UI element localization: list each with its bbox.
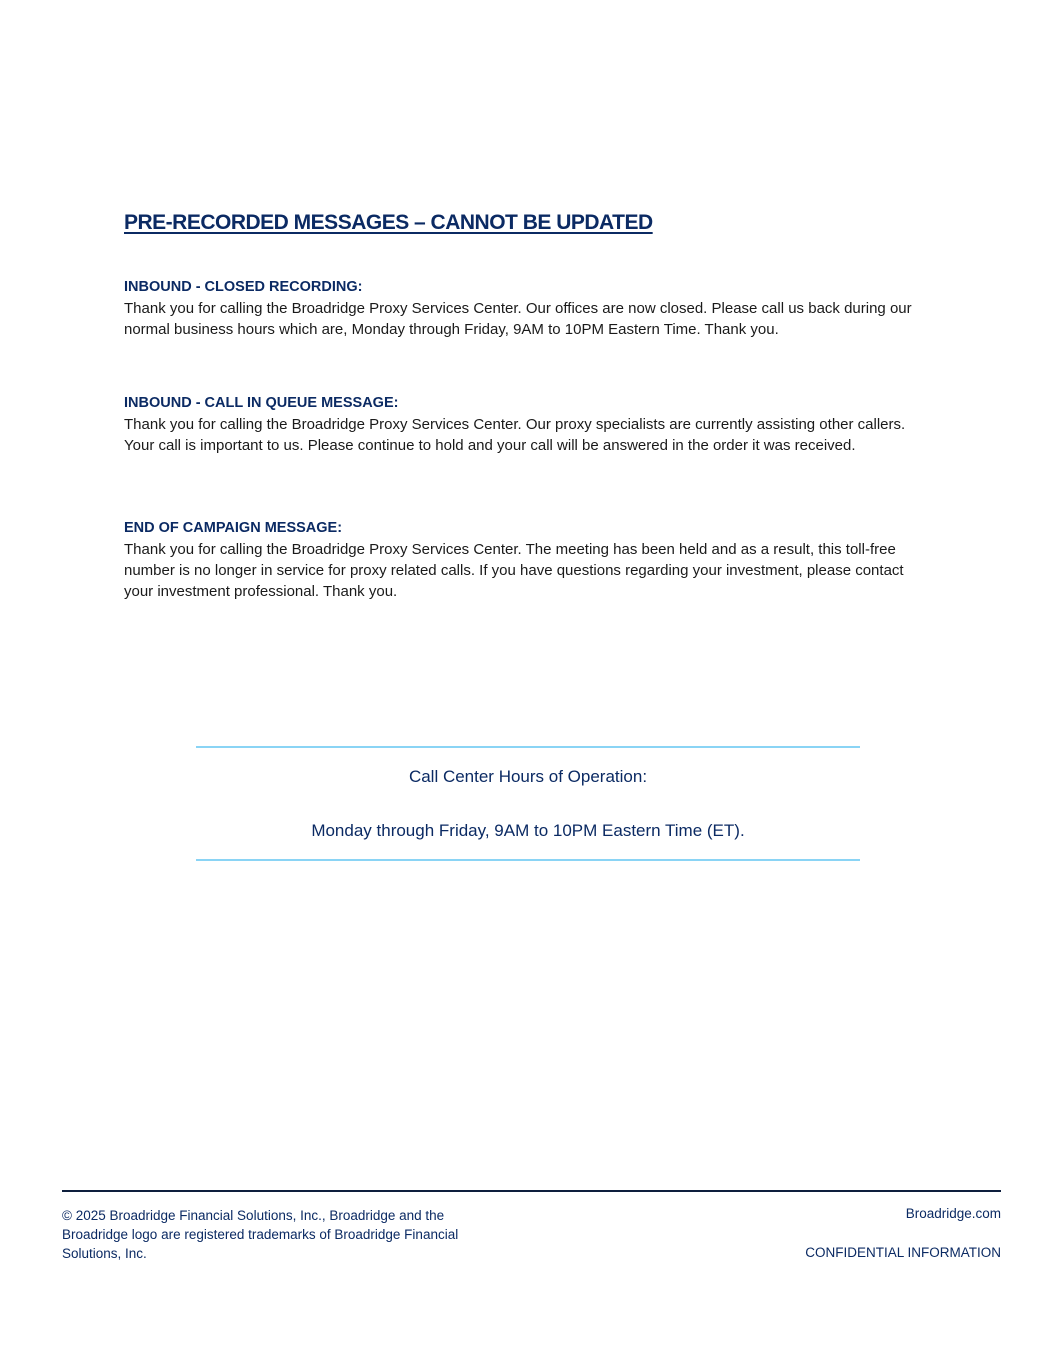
page-title: PRE-RECORDED MESSAGES – CANNOT BE UPDATED bbox=[124, 211, 653, 234]
hours-title: Call Center Hours of Operation: bbox=[408, 767, 648, 786]
message-heading: INBOUND - CLOSED RECORDING: bbox=[124, 279, 363, 295]
message-body: Thank you for calling the Broadridge Proxy Services Center. Our offices are now closed. Please call us back during our normal business hours which are, Monday through Friday, 9AM to 10PM Eastern Time. Thank you. bbox=[124, 300, 912, 338]
footer-copyright: © 2025 Broadridge Financial Solutions, Inc., Broadridge and the Broadridge logo are registered trademarks of Broadridge Financial Solutions, Inc. bbox=[62, 1208, 459, 1261]
message-body: Thank you for calling the Broadridge Proxy Services Center. Our proxy specialists are currently assisting other callers. Your call is important to us. Please continue to hold and your call will be answered in the order it was received. bbox=[124, 416, 906, 454]
hours-divider-top bbox=[196, 746, 860, 748]
message-end-of-campaign bbox=[124, 518, 934, 602]
hours-detail: Monday through Friday, 9AM to 10PM Eastern Time (ET). bbox=[311, 821, 745, 840]
hours-divider-bottom bbox=[196, 859, 860, 861]
message-call-in-queue bbox=[124, 393, 934, 456]
footer-divider bbox=[62, 1190, 1001, 1192]
footer-site-link[interactable]: Broadridge.com bbox=[905, 1206, 1001, 1221]
footer-confidential-label: CONFIDENTIAL INFORMATION bbox=[805, 1245, 1001, 1260]
message-heading: INBOUND - CALL IN QUEUE MESSAGE: bbox=[124, 395, 399, 411]
message-closed-recording bbox=[124, 277, 934, 340]
message-body: Thank you for calling the Broadridge Proxy Services Center. The meeting has been held and as a result, this toll-free number is no longer in service for proxy related calls. If you have questions regarding your investment, please contact your investment professional. Thank you. bbox=[124, 541, 904, 600]
message-heading: END OF CAMPAIGN MESSAGE: bbox=[124, 520, 343, 536]
